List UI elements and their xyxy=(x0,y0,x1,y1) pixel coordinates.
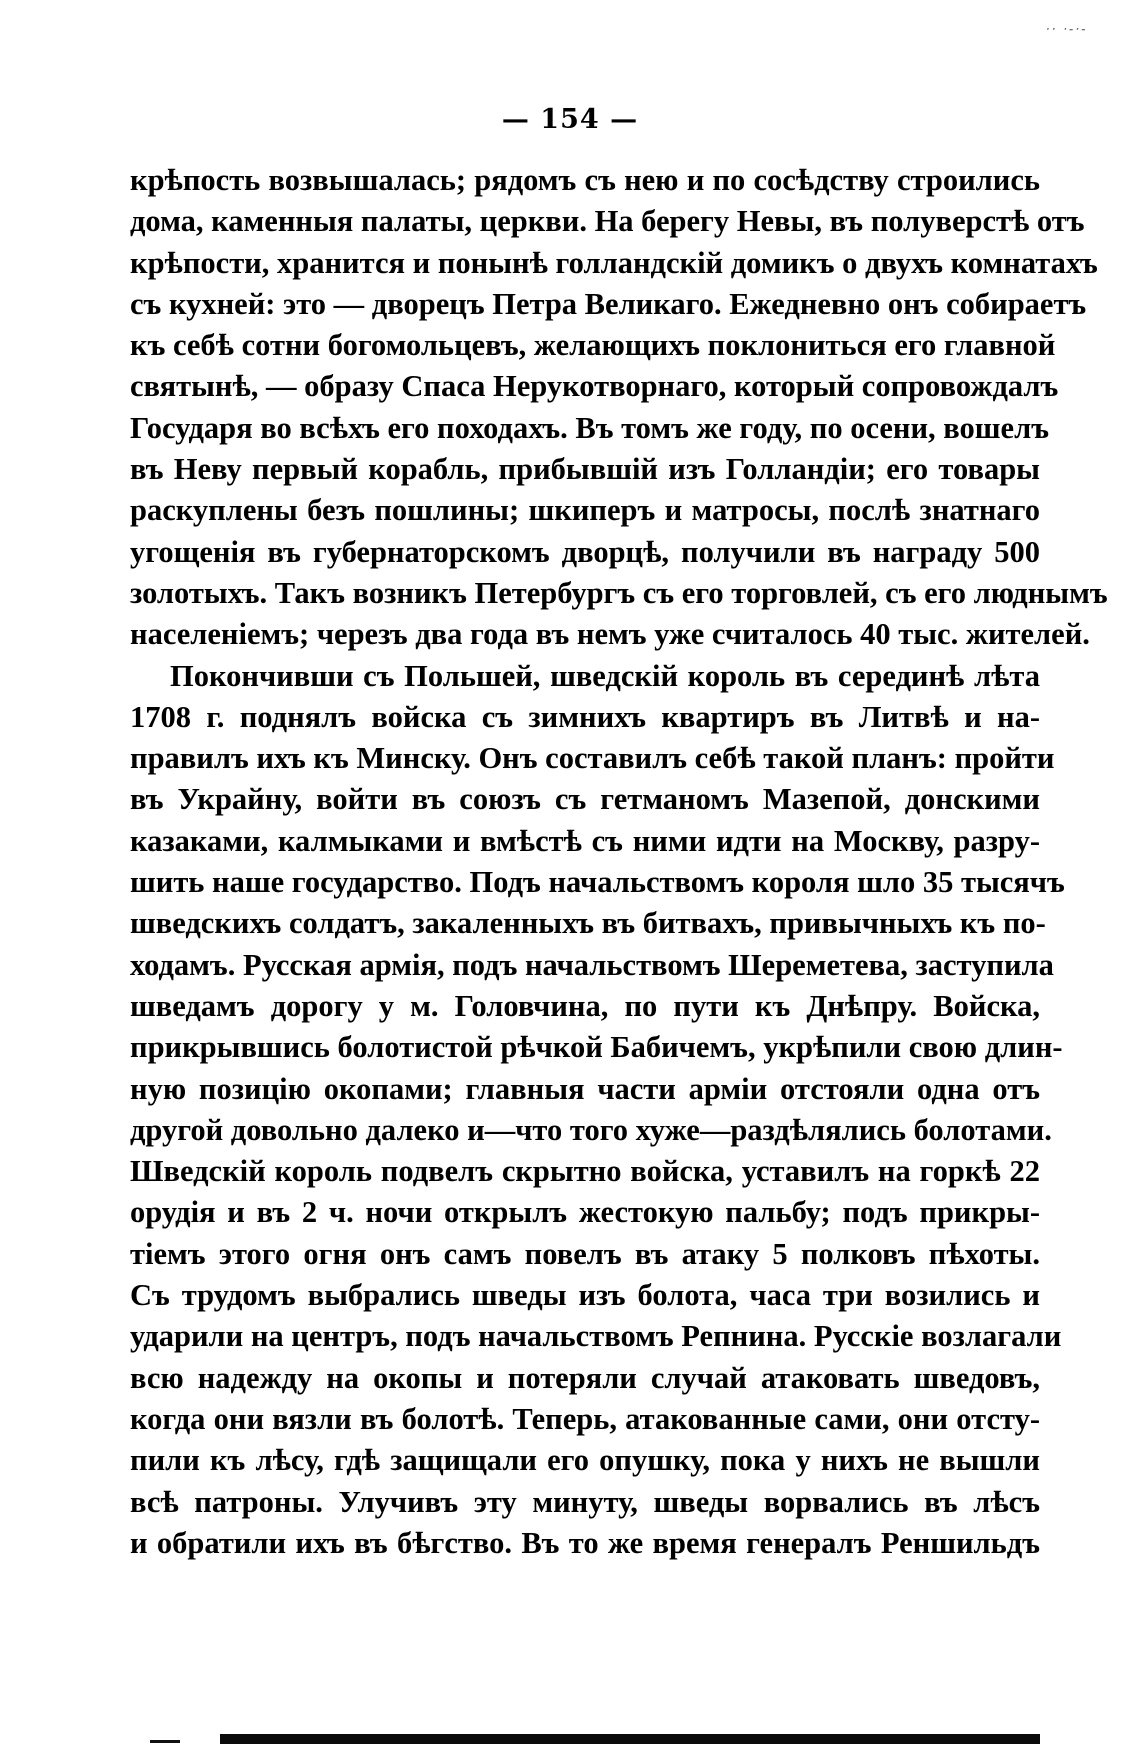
text-line: казаками, калмыками и вмѣстѣ съ ними идти на Москву, разру- xyxy=(130,823,1040,858)
text-line: прикрывшись болотистой рѣчкой Бабичемъ, укрѣпили свою длин- xyxy=(130,1030,1063,1065)
text-line: всю надежду на окопы и потеряли случай атаковать шведовъ, xyxy=(130,1360,1040,1395)
text-line: ходамъ. Русская армія, подъ начальствомъ Шереметева, заступила xyxy=(130,947,1054,982)
text-line: 1708 г. поднялъ войска съ зимнихъ квартиръ въ Литвѣ и на- xyxy=(130,699,1040,734)
body-text xyxy=(130,160,1108,1564)
text-line: ную позицію окопами; главныя части арміи отстояли одна отъ xyxy=(130,1071,1040,1106)
text-line: Шведскій король подвелъ скрытно войска, уставилъ на горкѣ 22 xyxy=(130,1154,1040,1189)
text-line: раскуплены безъ пошлины; шкиперъ и матросы, послѣ знатнаго xyxy=(130,493,1040,528)
corner-ink-specks: ·· ·‑·‑ xyxy=(1043,22,1091,36)
text-line: другой довольно далеко и—что того хуже—раздѣлялись болотами. xyxy=(130,1112,1052,1147)
text-line: въ Украйну, войти въ союзъ съ гетманомъ Мазепой, донскими xyxy=(130,782,1040,817)
text-line: шить наше государство. Подъ начальствомъ короля шло 35 тысячъ xyxy=(130,865,1065,900)
text-line: правилъ ихъ къ Минску. Онъ составилъ себѣ такой планъ: пройти xyxy=(130,741,1055,776)
text-line: Съ трудомъ выбрались шведы изъ болота, часа три возились и xyxy=(130,1278,1040,1313)
scan-edge-bar xyxy=(220,1734,1040,1744)
text-line: шведскихъ солдатъ, закаленныхъ въ битвахъ, привычныхъ къ по- xyxy=(130,906,1046,941)
page-number: — 154 — xyxy=(501,104,639,135)
text-line: съ кухней: это — дворецъ Петра Великаго. Ежедневно онъ собираетъ xyxy=(130,286,1087,321)
text-line: къ себѣ сотни богомольцевъ, желающихъ поклониться его главной xyxy=(130,328,1056,363)
scan-edge-dash xyxy=(150,1740,180,1743)
text-line: и обратили ихъ въ бѣгство. Въ то же время генералъ Реншильдъ xyxy=(130,1525,1040,1560)
paragraph-last-line: населеніемъ; черезъ два года въ немъ уже считалось 40 тыс. жителей. xyxy=(130,617,1090,652)
text-line: шведамъ дорогу у м. Головчина, по пути къ Днѣпру. Войска, xyxy=(130,988,1040,1023)
text-line: дома, каменныя палаты, церкви. На берегу Невы, въ полуверстѣ отъ xyxy=(130,204,1085,239)
text-line: всѣ патроны. Улучивъ эту минуту, шведы ворвались въ лѣсъ xyxy=(130,1484,1040,1519)
text-line: въ Неву первый корабль, прибывшій изъ Голландіи; его товары xyxy=(130,452,1040,487)
text-line: золотыхъ. Такъ возникъ Петербургъ съ его торговлей, съ его люднымъ xyxy=(130,575,1108,610)
text-line: когда они вязли въ болотѣ. Теперь, атакованные сами, они отсту- xyxy=(130,1401,1040,1436)
text-line: пили къ лѣсу, гдѣ защищали его опушку, пока у нихъ не вышли xyxy=(130,1443,1040,1478)
text-line: орудія и въ 2 ч. ночи открылъ жестокую пальбу; подъ прикры- xyxy=(130,1195,1040,1230)
text-line: Государя во всѣхъ его походахъ. Въ томъ же году, по осени, вошелъ xyxy=(130,410,1049,445)
text-line: крѣпость возвышалась; рядомъ съ нею и по сосѣдству строились xyxy=(130,163,1040,197)
paragraph-first-line: Покончивши съ Польшей, шведскій король въ серединѣ лѣта xyxy=(170,658,1040,693)
text-line: святынѣ, — образу Спаса Нерукотворнаго, который сопровождалъ xyxy=(130,369,1059,404)
text-line: тіемъ этого огня онъ самъ повелъ въ атаку 5 полковъ пѣхоты. xyxy=(130,1236,1040,1271)
text-line: крѣпости, хранится и понынѣ голландскій домикъ о двухъ комнатахъ xyxy=(130,245,1098,280)
text-line: ударили на центръ, подъ начальствомъ Репнина. Русскіе возлагали xyxy=(130,1319,1062,1354)
text-line: угощенія въ губернаторскомъ дворцѣ, получили въ награду 500 xyxy=(130,534,1040,569)
